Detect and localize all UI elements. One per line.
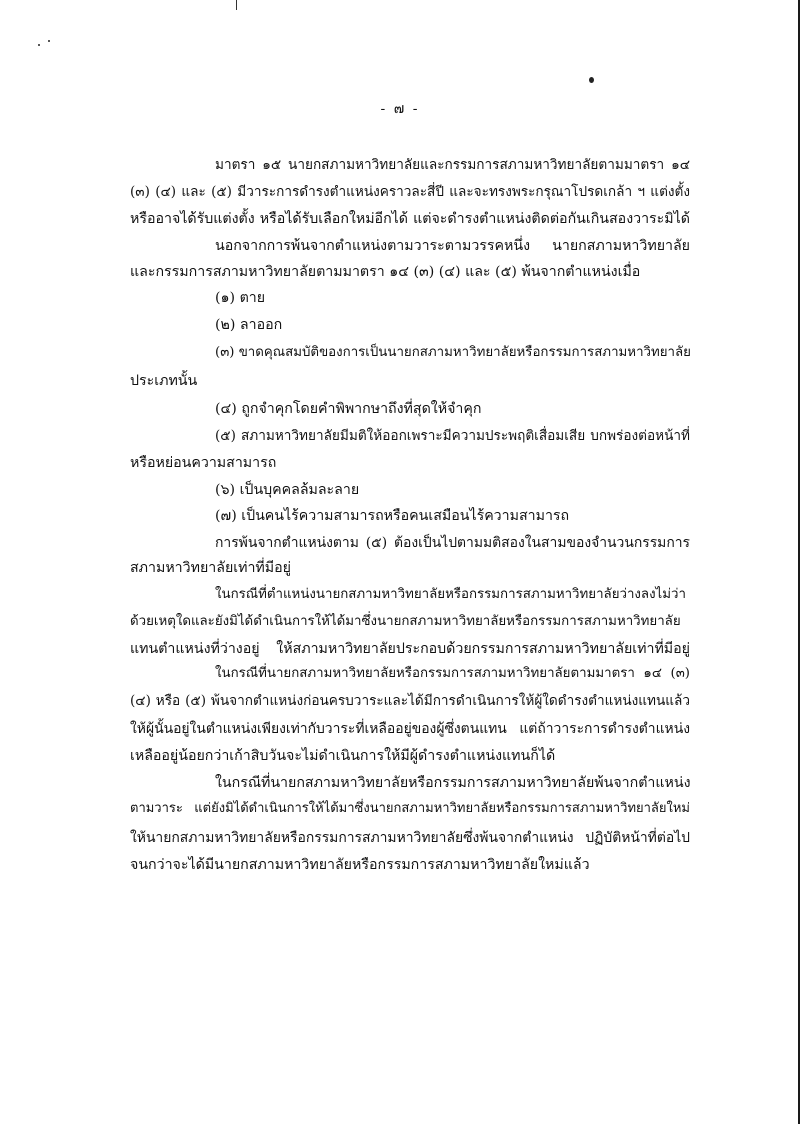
list-item: (๑) ตาย: [215, 290, 266, 306]
paragraph-line: มาตรา ๑๕ นายกสภามหาวิทยาลัยและกรรมการสภามหาวิทยาลัยตามมาตรา ๑๔: [215, 157, 690, 173]
list-item: (๔) ถูกจำคุกโดยคำพิพากษาถึงที่สุดให้จำคุก: [215, 401, 482, 417]
paragraph-line: จนกว่าจะได้มีนายกสภามหาวิทยาลัยหรือกรรมการสภามหาวิทยาลัยใหม่แล้ว: [130, 857, 590, 873]
paragraph-line: (๔) หรือ (๕) พ้นจากตำแหน่งก่อนครบวาระและได้มีการดำเนินการให้ผู้ใดดำรงตำแหน่งแทนแล้ว: [130, 693, 690, 709]
paragraph-line: ในกรณีที่นายกสภามหาวิทยาลัยหรือกรรมการสภามหาวิทยาลัยตามมาตรา ๑๔ (๓): [215, 666, 690, 681]
paragraph-line: แทนตำแหน่งที่ว่างอยู่ ให้สภามหาวิทยาลัยประกอบด้วยกรรมการสภามหาวิทยาลัยเท่าที่มีอยู่: [130, 641, 690, 657]
list-item: (๓) ขาดคุณสมบัติของการเป็นนายกสภามหาวิทยาลัยหรือกรรมการสภามหาวิทยาลัย: [215, 345, 691, 360]
page-number: - ๗ -: [380, 101, 420, 117]
paragraph-line: สภามหาวิทยาลัยเท่าที่มีอยู่: [130, 560, 291, 576]
paragraph-line: ประเภทนั้น: [130, 373, 198, 389]
list-item: (๗) เป็นคนไร้ความสามารถหรือคนเสมือนไร้ความสามารถ: [215, 508, 570, 524]
paragraph-line: ในกรณีที่นายกสภามหาวิทยาลัยหรือกรรมการสภามหาวิทยาลัยพ้นจากตำแหน่ง: [215, 775, 691, 791]
paragraph-line: ในกรณีที่ตำแหน่งนายกสภามหาวิทยาลัยหรือกรรมการสภามหาวิทยาลัยว่างลงไม่ว่า: [215, 587, 686, 602]
paragraph-line: ด้วยเหตุใดและยังมิได้ดำเนินการให้ได้มาซึ่งนายกสภามหาวิทยาลัยหรือกรรมการสภามหาวิทยาลัย: [130, 614, 681, 629]
scan-speck: [38, 44, 40, 46]
scan-speck: [48, 40, 50, 42]
paragraph-line: ให้นายกสภามหาวิทยาลัยหรือกรรมการสภามหาวิทยาลัยซึ่งพ้นจากตำแหน่ง ปฏิบัติหน้าที่ต่อไป: [130, 830, 690, 846]
scan-speck: [589, 77, 594, 83]
paragraph-line: หรืออาจได้รับแต่งตั้ง หรือได้รับเลือกใหม่อีกได้ แต่จะดำรงตำแหน่งติดต่อกันเกินสองวาระมิได้: [130, 211, 690, 227]
paragraph-line: นอกจากการพ้นจากตำแหน่งตามวาระตามวรรคหนึ่ง นายกสภามหาวิทยาลัย: [215, 238, 690, 254]
paragraph-line: การพ้นจากตำแหน่งตาม (๕) ต้องเป็นไปตามมติสองในสามของจำนวนกรรมการ: [215, 535, 690, 551]
paragraph-line: เหลืออยู่น้อยกว่าเก้าสิบวันจะไม่ดำเนินการให้มีผู้ดำรงตำแหน่งแทนก็ได้: [130, 748, 556, 764]
scan-edge-tick: [236, 0, 237, 10]
list-item: (๒) ลาออก: [215, 317, 283, 333]
list-item: (๕) สภามหาวิทยาลัยมีมติให้ออกเพราะมีความประพฤติเสื่อมเสีย บกพร่องต่อหน้าที่: [215, 428, 690, 444]
paragraph-line: (๓) (๔) และ (๕) มีวาระการดำรงตำแหน่งคราวละสี่ปี และจะทรงพระกรุณาโปรดเกล้า ฯ แต่งตั้ง: [130, 184, 690, 200]
paragraph-line: หรือหย่อนความสามารถ: [130, 455, 277, 471]
paragraph-line: และกรรมการสภามหาวิทยาลัยตามมาตรา ๑๔ (๓) (๔) และ (๕) พ้นจากตำแหน่งเมื่อ: [130, 264, 641, 280]
list-item: (๖) เป็นบุคคลล้มละลาย: [215, 482, 360, 498]
paragraph-line: ตามวาระ แต่ยังมิได้ดำเนินการให้ได้มาซึ่งนายกสภามหาวิทยาลัยหรือกรรมการสภามหาวิทยาลัยใหม่: [130, 801, 690, 816]
paragraph-line: ให้ผู้นั้นอยู่ในตำแหน่งเพียงเท่ากับวาระที่เหลืออยู่ของผู้ซึ่งตนแทน แต่ถ้าวาระการดำรงตำแหน่ง: [130, 721, 690, 737]
